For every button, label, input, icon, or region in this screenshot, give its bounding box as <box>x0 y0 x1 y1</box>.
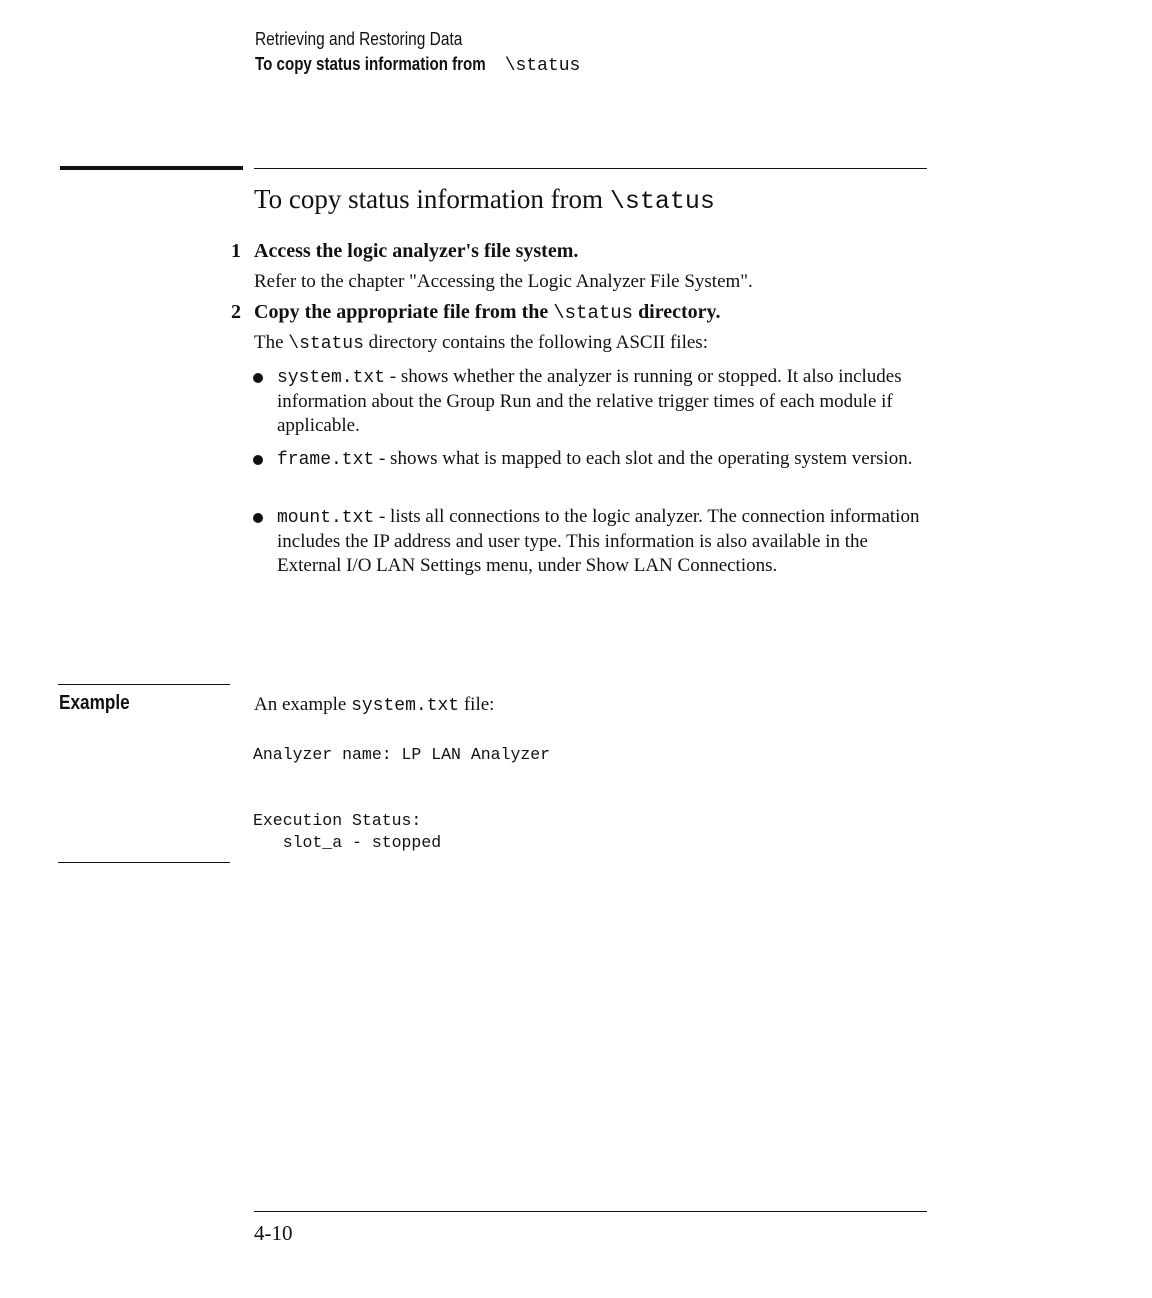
step-2-body <box>254 332 708 354</box>
example-intro-after: file: <box>463 694 495 715</box>
step-2-body-before: The <box>254 332 284 353</box>
bullet-dot <box>253 373 263 383</box>
step-2-title <box>254 301 720 324</box>
example-rule-bottom <box>58 862 230 863</box>
page-title-text: To copy status information from <box>254 184 604 214</box>
step-2-title-after: directory. <box>638 301 721 323</box>
bullet-frame-txt <box>277 447 937 472</box>
section-rule-thick <box>60 166 243 170</box>
step-2-body-after: directory contains the following ASCII files: <box>368 332 708 353</box>
step-1-title: Access the logic analyzer's file system. <box>254 240 579 262</box>
step-2-body-code: \status <box>288 334 364 354</box>
step-2-title-before: Copy the appropriate file from the <box>254 301 549 323</box>
step-1-number: 1 <box>231 240 241 262</box>
page-number: 4-10 <box>254 1221 293 1245</box>
page-title <box>254 184 715 216</box>
bullet-frame-txt-text: - shows what is mapped to each slot and the operating system version. <box>378 448 913 469</box>
running-header-topic <box>255 54 580 76</box>
step-2-title-code: \status <box>553 302 634 324</box>
bullet-frame-txt-code: frame.txt <box>277 450 375 470</box>
code-line: Execution Status: <box>253 811 422 830</box>
page-title-code: \status <box>609 187 715 216</box>
footer-rule <box>254 1211 927 1212</box>
example-intro <box>254 694 494 716</box>
bullet-system-txt-code: system.txt <box>277 368 386 388</box>
bullet-dot <box>253 513 263 523</box>
example-rule-top <box>58 684 230 685</box>
running-header-topic-text: To copy status information from <box>255 54 486 74</box>
code-line: slot_a - stopped <box>253 833 442 852</box>
example-intro-code: system.txt <box>351 696 460 716</box>
step-2-number: 2 <box>231 301 241 323</box>
example-label: Example <box>59 692 130 714</box>
bullet-system-txt <box>277 365 937 438</box>
bullet-mount-txt <box>277 505 937 578</box>
bullet-dot <box>253 455 263 465</box>
bullet-mount-txt-code: mount.txt <box>277 508 375 528</box>
section-rule-thin <box>254 168 927 169</box>
code-line: Analyzer name: LP LAN Analyzer <box>253 745 551 764</box>
bullet-mount-txt-text: - lists all connections to the logic analyzer. The connection information includes the IP address and user type. This information is also available in the External I/O LAN Settings menu, under Show LAN Connections. <box>277 506 920 576</box>
running-header-section: Retrieving and Restoring Data <box>255 29 463 49</box>
bullet-system-txt-text: - shows whether the analyzer is running or stopped. It also includes information about the Group Run and the relative trigger times of each module if applicable. <box>277 366 902 436</box>
running-header-topic-code: \status <box>504 56 581 76</box>
example-intro-before: An example <box>254 694 347 715</box>
step-1-body: Refer to the chapter "Accessing the Logic Analyzer File System". <box>254 271 753 292</box>
